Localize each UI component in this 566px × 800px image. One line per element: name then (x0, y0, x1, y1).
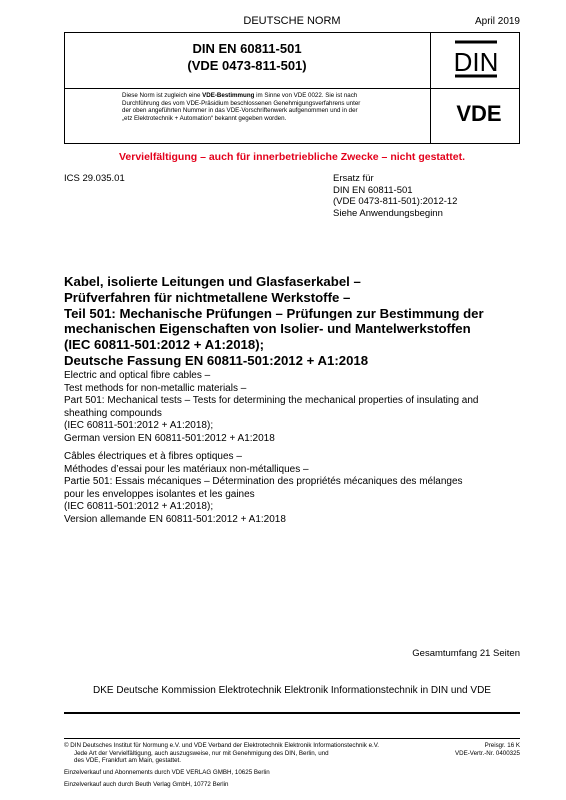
document-type: DEUTSCHE NORM (243, 15, 341, 27)
title-en-line: Part 501: Mechanical tests – Tests for determining the mechanical properties of insulating and (64, 395, 479, 407)
header-divider (64, 88, 520, 89)
sales-vde-verlag: Einzelverkauf und Abonnements durch VDE VERLAG GMBH, 10625 Berlin (64, 769, 270, 776)
copyright-line: © DIN Deutsches Institut für Normung e.V. und VDE Verband der Elektrotechnik Elektronik Informationstechnik e.V. (64, 742, 380, 749)
committee-line: DKE Deutsche Kommission Elektrotechnik Elektronik Informationstechnik in DIN und VDE (93, 685, 491, 696)
replacement-line2: DIN EN 60811-501 (333, 184, 413, 196)
din-logo-text: DIN (455, 47, 497, 77)
title-en-line: (IEC 60811-501:2012 + A1:2018); (64, 420, 214, 432)
replacement-line3: (VDE 0473-811-501):2012-12 (333, 196, 458, 207)
title-de-line: Teil 501: Mechanische Prüfungen – Prüfungen zur Bestimmung der (64, 305, 484, 321)
vde-number: (VDE 0473-811-501) (187, 58, 307, 73)
title-fr-line: Méthodes d’essai pour les matériaux non-métalliques – (64, 463, 309, 475)
replacement-info (333, 173, 457, 219)
title-en-line: German version EN 60811-501:2012 + A1:2018 (64, 432, 275, 444)
din-logo (455, 38, 497, 80)
copyright-line: des VDE, Frankfurt am Main, gestattet. (74, 757, 181, 765)
reproduction-notice: Vervielfältigung – auch für innerbetriebliche Zwecke – nicht gestattet. (118, 151, 465, 163)
replacement-line4: Siehe Anwendungsbeginn (333, 207, 443, 219)
title-de-line: mechanischen Eigenschaften von Isolier- und Mantelwerkstoffen (64, 321, 471, 337)
footer-rule-thick (64, 712, 520, 714)
title-en-line: Test methods for non-metallic materials – (64, 382, 247, 394)
title-de-line: Prüfverfahren für nichtmetallene Werkstoffe – (64, 289, 351, 305)
vde-note-line4: „etz Elektrotechnik + Automation“ bekannt gegeben worden. (122, 114, 287, 122)
title-fr-line: Partie 501: Essais mécaniques – Détermination des propriétés mécaniques des mélanges (64, 476, 463, 488)
vde-logo (440, 101, 518, 125)
title-en-line: sheathing compounds (64, 407, 162, 419)
vde-note-line3: der oben angeführten Nummer in das VDE-Vorschriftenwerk aufgenommen und in der (122, 107, 358, 115)
publication-date: April 2019 (474, 16, 520, 27)
page-count: Gesamtumfang 21 Seiten (412, 648, 520, 659)
title-fr-line: pour les enveloppes isolantes et les gaines (64, 488, 255, 500)
title-french (64, 451, 534, 527)
vde-note-pre: Diese Norm ist zugleich eine (122, 92, 203, 99)
vde-note (122, 92, 426, 122)
title-fr-line: Câbles électriques et à fibres optiques – (64, 451, 242, 462)
replacement-line1: Ersatz für (333, 173, 374, 184)
vde-logo-text: VDE (456, 101, 502, 125)
standard-number: DIN EN 60811-501 (192, 41, 302, 56)
vde-order-number: VDE-Vertr.-Nr. 0400325 (455, 749, 520, 757)
price-info (455, 742, 520, 757)
title-fr-line: Version allemande EN 60811-501:2012 + A1:2018 (64, 513, 286, 525)
title-de-line: Kabel, isolierte Leitungen und Glasfaserkabel – (64, 274, 361, 289)
price-group: Preisgr. 16 K (484, 742, 520, 749)
vde-note-post: im Sinne von VDE 0022. Sie ist nach (254, 92, 358, 99)
vde-note-bold: VDE-Bestimmung (202, 92, 255, 99)
footer-rule-thin (64, 738, 520, 739)
copyright-line: Jede Art der Vervielfältigung, auch auszugsweise, nur mit Genehmigung des DIN, Berlin, und (74, 749, 329, 757)
title-english (64, 370, 534, 446)
vde-note-line2: Durchführung des vom VDE-Präsidium beschlossenen Genehmigungsverfahrens unter (122, 99, 361, 107)
sales-beuth-verlag: Einzelverkauf auch durch Beuth Verlag GmbH, 10772 Berlin (64, 781, 229, 788)
title-fr-line: (IEC 60811-501:2012 + A1:2018); (64, 501, 214, 513)
title-de-line: (IEC 60811-501:2012 + A1:2018); (64, 337, 265, 353)
title-de-line: Deutsche Fassung EN 60811-501:2012 + A1:2018 (64, 352, 369, 368)
copyright-notice (64, 742, 464, 765)
title-german (64, 274, 534, 369)
ics-code: ICS 29.035.01 (64, 173, 125, 184)
title-en-line: Electric and optical fibre cables – (64, 370, 211, 381)
